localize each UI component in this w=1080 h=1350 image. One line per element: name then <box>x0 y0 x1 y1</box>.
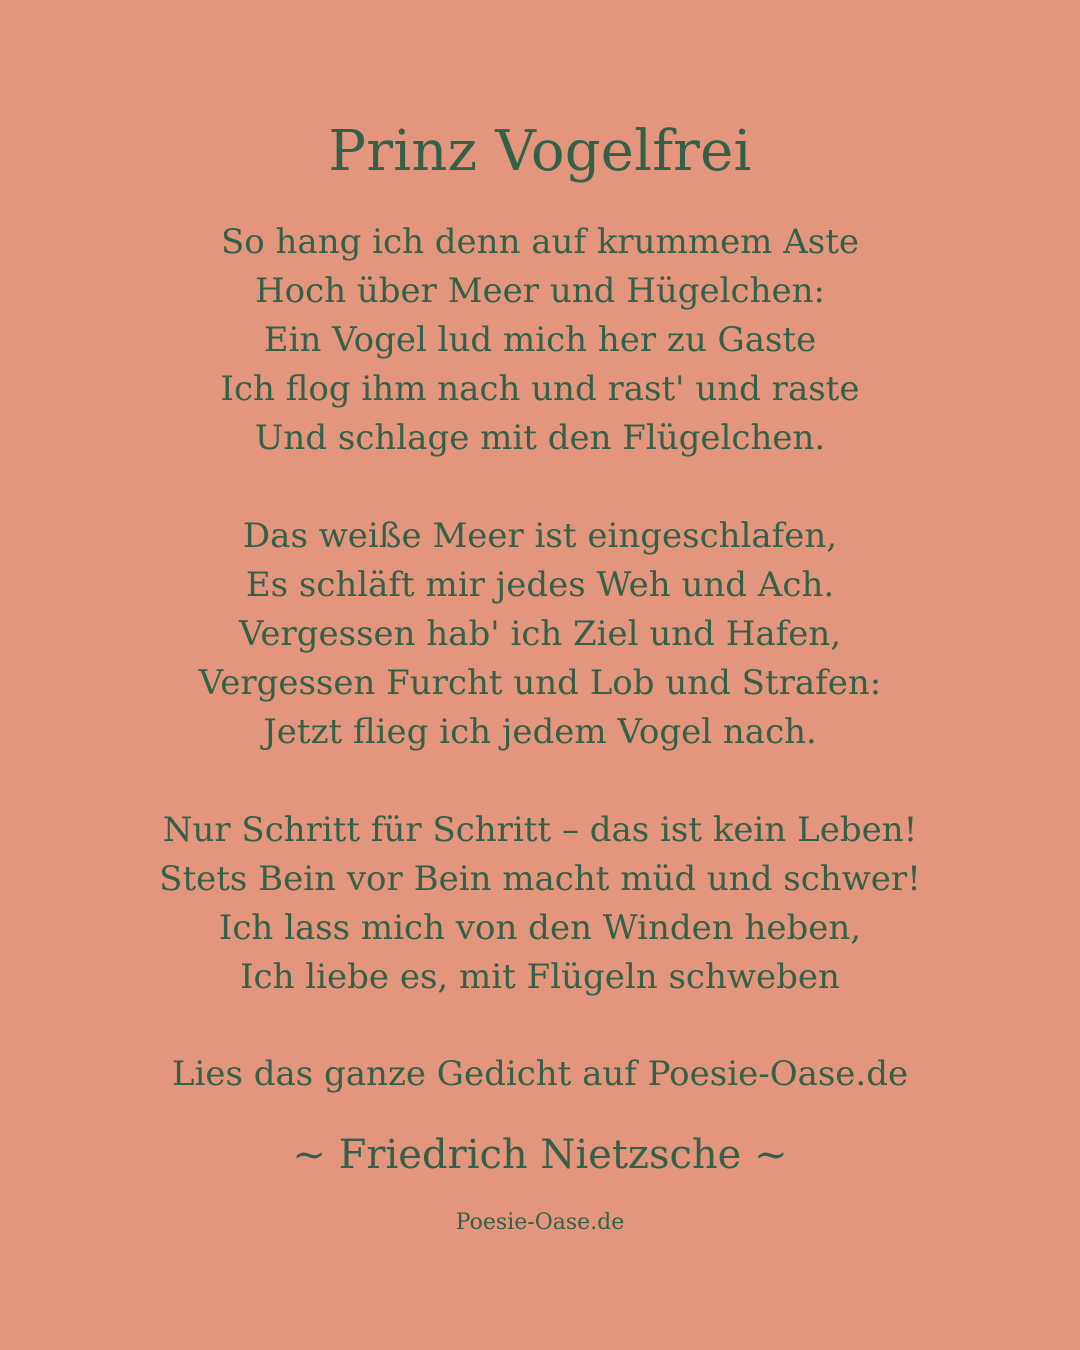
poem-line: So hang ich denn auf krummem Aste <box>220 222 860 262</box>
poem-line: Das weiße Meer ist eingeschlafen, <box>242 516 838 556</box>
poem-line: Nur Schritt für Schritt – das ist kein Leben! <box>162 810 918 850</box>
poem-line: Stets Bein vor Bein macht müd und schwer! <box>159 859 921 899</box>
read-full-poem-text: Lies das ganze Gedicht auf Poesie-Oase.de <box>171 1054 909 1094</box>
site-footer: Poesie-Oase.de <box>455 1210 625 1235</box>
poem-line: Vergessen Furcht und Lob und Strafen: <box>198 663 882 703</box>
poem-title: Prinz Vogelfrei <box>328 119 752 184</box>
poem-line: Ein Vogel lud mich her zu Gaste <box>263 320 817 360</box>
poem-line: Und schlage mit den Flügelchen. <box>254 418 826 458</box>
poem-line: Es schläft mir jedes Weh und Ach. <box>245 565 835 605</box>
poem-line: Hoch über Meer und Hügelchen: <box>255 271 825 311</box>
stanza-3 <box>0 806 1080 1002</box>
poem-line: Ich lass mich von den Winden heben, <box>218 908 862 948</box>
poem-line: Jetzt flieg ich jedem Vogel nach. <box>263 712 817 752</box>
stanza-1 <box>0 218 1080 463</box>
poem-line: Ich flog ihm nach und rast' und raste <box>220 369 860 409</box>
author-name: ~ Friedrich Nietzsche ~ <box>292 1132 788 1178</box>
poem-line: Vergessen hab' ich Ziel und Hafen, <box>238 614 842 654</box>
stanza-2 <box>0 512 1080 757</box>
poem-line: Ich liebe es, mit Flügeln schweben <box>240 957 840 997</box>
